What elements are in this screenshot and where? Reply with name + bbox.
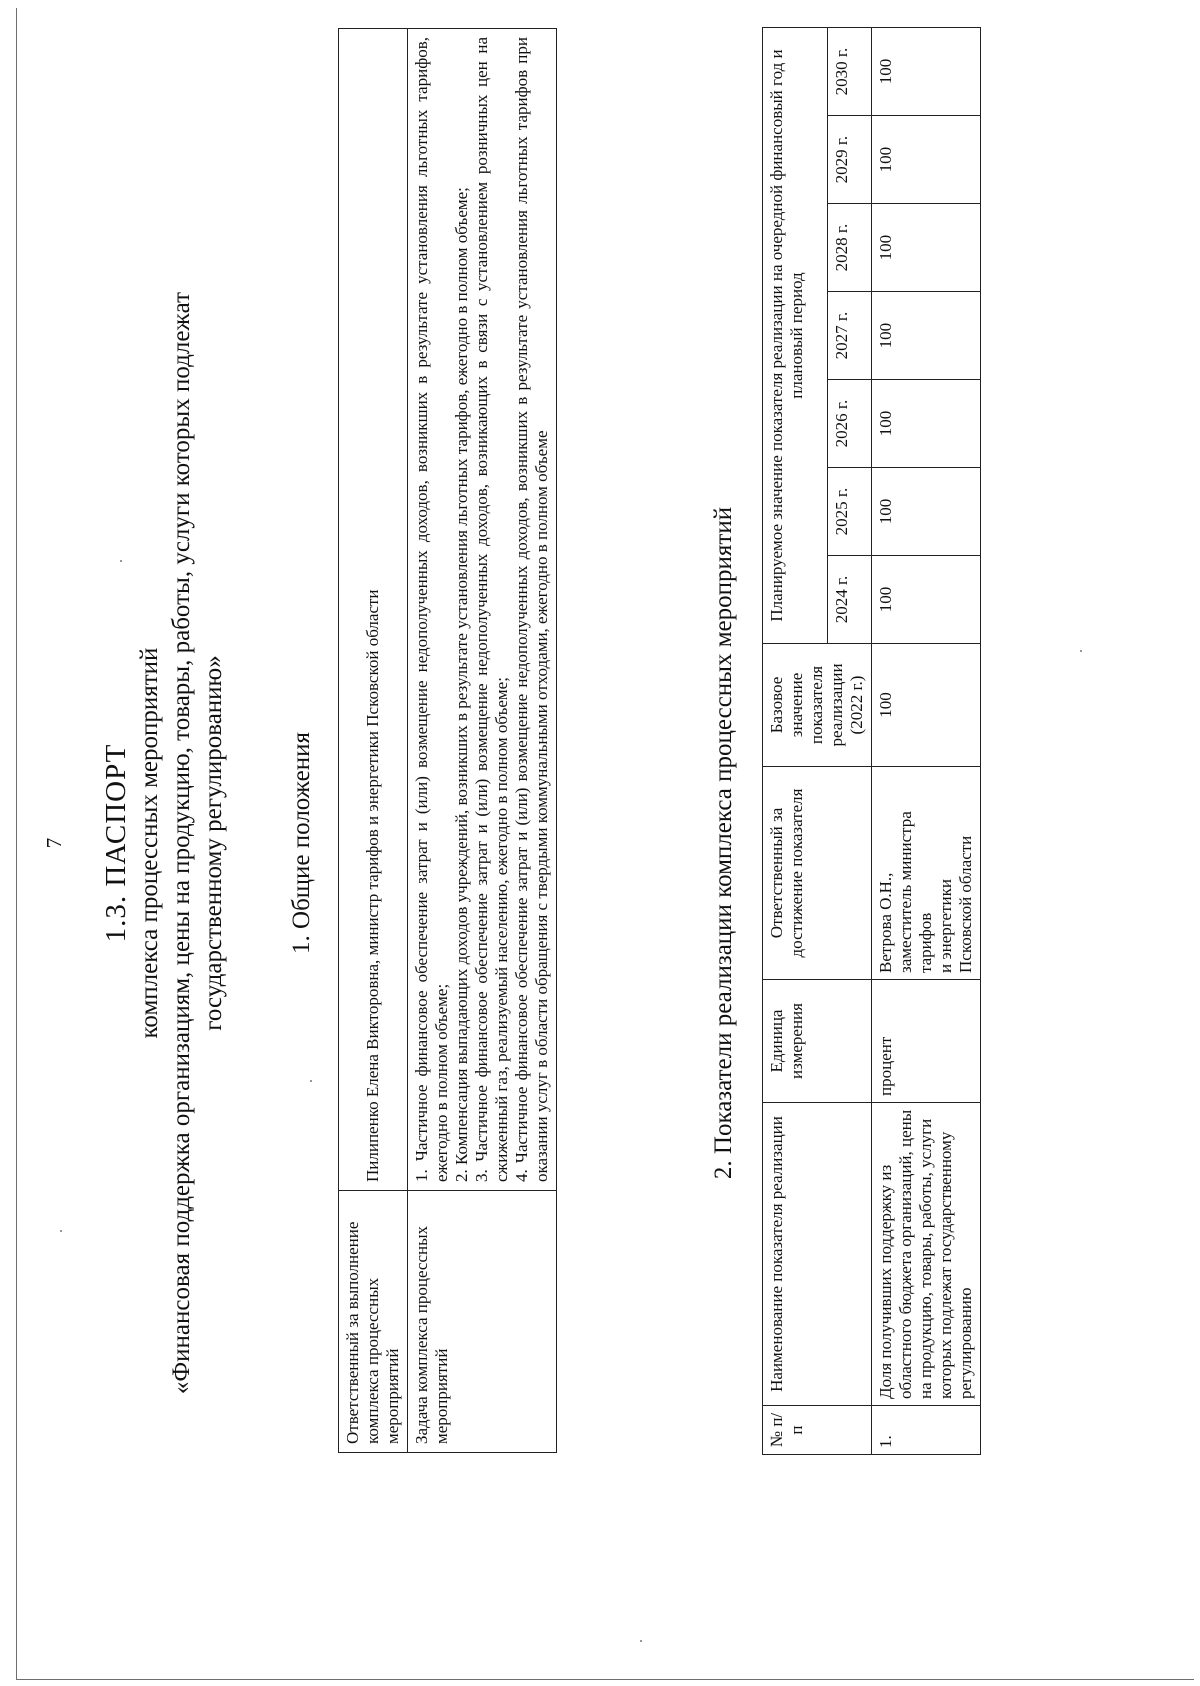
task-item: 1. Частичное финансовое обеспечение затрат и (или) возмещение недополученных доходов, возникших в результате установления льготных тарифов, ежегодно в полном объеме; <box>412 37 451 1182</box>
scan-speck <box>310 1080 312 1082</box>
scan-speck <box>640 1640 642 1642</box>
row-year-value: 100 <box>872 28 981 116</box>
col-header-name: Наименование показателя реализации <box>763 1103 872 1406</box>
page-number: 7 <box>42 837 66 849</box>
scan-speck <box>60 1230 62 1232</box>
responsible-line: тарифов <box>916 912 935 973</box>
year-header: 2025 г. <box>828 468 872 556</box>
year-header: 2027 г. <box>828 292 872 380</box>
year-header: 2024 г. <box>828 556 872 644</box>
indicators-table <box>762 27 981 1455</box>
responsible-line: заместитель министра <box>896 811 915 973</box>
col-header-responsible: Ответственный за достижение показателя <box>763 767 872 980</box>
col-header-num: № п/п <box>763 1406 872 1455</box>
section-2-heading: 2. Показатели реализации комплекса процессных мероприятий <box>710 506 737 1180</box>
task-value <box>408 29 557 1191</box>
responsible-line: и энергетики <box>936 879 955 973</box>
general-provisions-table <box>338 28 557 1453</box>
passport-title <box>98 23 230 1663</box>
row-year-value: 100 <box>872 292 981 380</box>
section-1-heading: 1. Общие положения <box>288 732 315 954</box>
title-line-4: государственному регулированию» <box>200 655 227 1031</box>
task-item: 4. Частичное финансовое обеспечение затрат и (или) возмещение недополученных доходов, возникших в результате установления льготных тарифов при оказании услуг в области обращения с твердыми коммунальными отходами, ежегодно в полном объеме <box>512 37 551 1182</box>
table-header-row <box>763 28 828 1455</box>
year-header: 2026 г. <box>828 380 872 468</box>
col-header-unit: Единица измерения <box>763 980 872 1103</box>
title-line-1: 1.3. ПАСПОРТ <box>100 743 132 943</box>
row-year-value: 100 <box>872 468 981 556</box>
title-line-2: комплекса процессных мероприятий <box>136 647 163 1039</box>
col-header-planned: Планируемое значение показателя реализации на очередной финансовый год и плановый период <box>763 28 828 644</box>
row-year-value: 100 <box>872 116 981 204</box>
row-responsible <box>872 767 981 980</box>
row-year-value: 100 <box>872 380 981 468</box>
task-item: 2. Компенсация выпадающих доходов учреждений, возникших в результате установления льготных тарифов, ежегодно в полном объеме; <box>452 187 471 1182</box>
row-base-value: 100 <box>872 644 981 767</box>
responsible-value: Пилипенко Елена Викторовна, министр тарифов и энергетики Псковской области <box>339 29 408 1191</box>
title-line-3: «Финансовая поддержка организациям, цены на продукцию, товары, работы, услуги которых подлежат <box>168 291 195 1395</box>
responsible-line: Псковской области <box>956 835 975 973</box>
responsible-line: Ветрова О.Н., <box>876 872 895 973</box>
row-year-value: 100 <box>872 204 981 292</box>
scan-speck <box>1080 650 1082 652</box>
table-row <box>339 29 408 1453</box>
row-year-value: 100 <box>872 556 981 644</box>
table-row <box>872 28 981 1455</box>
task-item: 3. Частичное финансовое обеспечение затрат и (или) возмещение недополученных доходов, возникающих в связи с установлением розничных цен на сжиженный газ, реализуемый населению, ежегодно в полном объеме; <box>472 37 511 1182</box>
task-label: Задача комплекса процессных мероприятий <box>408 1191 557 1453</box>
table-row <box>408 29 557 1453</box>
col-header-base: Базовое значение показателя реализации (2022 г.) <box>763 644 872 767</box>
responsible-label: Ответственный за выполнение комплекса процессных мероприятий <box>339 1191 408 1453</box>
year-header: 2029 г. <box>828 116 872 204</box>
row-name: Доля получивших поддержку из областного бюджета организаций, цены на продукцию, товары, работы, услуги которых подлежат государственному регулированию <box>872 1103 981 1406</box>
scan-speck <box>120 560 122 562</box>
year-header: 2028 г. <box>828 204 872 292</box>
row-num: 1. <box>872 1406 981 1455</box>
row-unit: процент <box>872 980 981 1103</box>
year-header: 2030 г. <box>828 28 872 116</box>
rotated-document-page <box>20 23 1180 1663</box>
